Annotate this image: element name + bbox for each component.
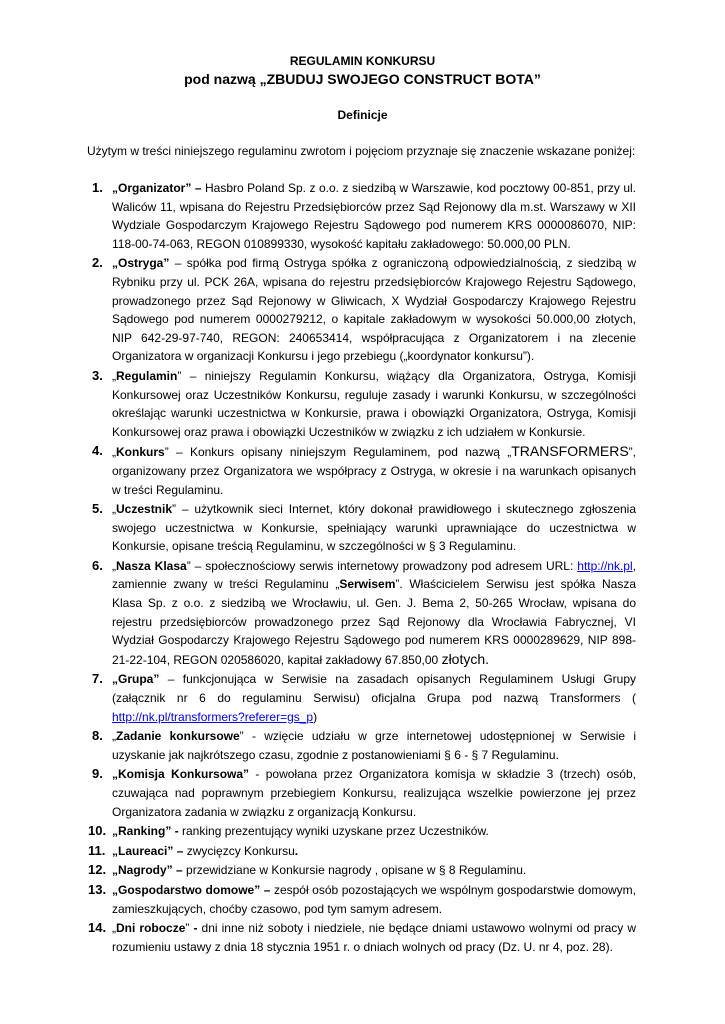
- item-prefix: „: [112, 729, 116, 744]
- item-text: ” – użytkownik sieci Internet, który dokonał prawidłowego i skutecznego zgłoszenia swojego uczestnictwa w Konkursie, spełniający warunki uprawniające do uczestnictwa w Konkursie, opisane treścią Regulaminu, w szczególności w § 3 Regulaminu.: [112, 502, 636, 554]
- item-text: przewidziane w Konkursie nagrody , opisane w § 8 Regulaminu.: [182, 863, 527, 878]
- item-number: 11.: [88, 842, 106, 858]
- item-text: ranking prezentujący wyniki uzyskane przez Uczestników.: [178, 824, 489, 839]
- definition-item: [88, 442, 636, 499]
- item-text-after: , zamiennie zwany w treści Regulaminu „: [112, 558, 636, 592]
- item-term: „Komisja Konkursowa”: [112, 767, 250, 782]
- item-term-secondary: Serwisem: [339, 577, 396, 592]
- item-number: 5.: [92, 501, 103, 517]
- definition-item: [88, 822, 636, 841]
- definition-item: [88, 919, 636, 956]
- item-term: „Ranking” -: [112, 824, 179, 839]
- transformers-group-link[interactable]: http://nk.pl/transformers?referer=gs_p: [112, 709, 314, 724]
- item-text: ”: [185, 921, 194, 936]
- item-text: ” – społecznościowy serwis internetowy prowadzony pod adresem URL:: [186, 558, 578, 573]
- document-title: REGULAMIN KONKURSU: [289, 54, 436, 68]
- item-term: „Organizator” –: [112, 181, 202, 195]
- item-number: 1.: [92, 180, 103, 195]
- item-prefix: „: [112, 921, 116, 936]
- definition-item: [88, 881, 636, 918]
- document-subtitle: pod nazwą „ZBUDUJ SWOJEGO CONSTRUCT BOTA”: [184, 71, 541, 87]
- item-term: „Ostryga”: [112, 256, 170, 271]
- definition-item: [88, 727, 636, 764]
- item-prefix: „: [112, 558, 116, 573]
- item-text-after-2: ”. Właścicielem Serwisu jest spółka Nasza Klasa Sp. z o.o. z siedzibą we Wrocławiu, ul. Gen. J. Bema 2, 50-265 Wrocław, wpisana do rejestru przedsiębiorców prowadzonego przez Sąd Rejonowy dla Wrocławia Fabrycznej, VI Wydział Gospodarczy Krajowego Rejestru Sądowego pod numerem KRS 0000289629, NIP 898-21-22-104, REGON 020586020, kapitał zakładowy 67.850,00: [112, 577, 637, 667]
- item-term: Nasza Klasa: [116, 558, 187, 573]
- item-text: Hasbro Poland Sp. z o.o. z siedzibą w Warszawie, kod pocztowy 00-851, przy ul. Waliców 11, wpisana do Rejestru Przedsiębiorców przez Sąd Rejonowy dla m.st. Warszawy w XII Wydziale Gospodarczym Krajowego Rejestru Sądowego pod numerem KRS 0000086070, NIP: 118-00-74-063, REGON 010899330, wysokość kapitału zakładowego: 50.000,00 PLN.: [112, 181, 636, 251]
- definition-item: [88, 500, 636, 556]
- item-number: 8.: [92, 728, 103, 744]
- definition-item: [88, 842, 636, 861]
- contest-name: TRANSFORMERS: [511, 443, 629, 460]
- item-text-after: ): [313, 709, 318, 724]
- item-term-end: -: [193, 921, 198, 936]
- item-text-after: dni inne niż soboty i niedziele, nie będące dniami ustawowo wolnymi od pracy w rozumieniu ustawy z dnia 18 stycznia 1951 r. o dniach wolnych od pracy (Dz. U. nr 4, poz. 28).: [112, 921, 636, 954]
- intro-paragraph: Użytym w treści niniejszego regulaminu zwrotom i pojęciom przyznaje się znaczenie wskazane poniżej:: [87, 144, 636, 158]
- item-term: „Nagrody” –: [112, 863, 183, 878]
- definition-item: [88, 765, 636, 821]
- item-text: zwycięzcy Konkursu: [183, 843, 295, 858]
- item-number: 7.: [92, 671, 103, 687]
- item-number: 12.: [88, 862, 107, 878]
- item-number: 3.: [92, 367, 103, 383]
- item-number: 14.: [88, 920, 107, 936]
- definition-item: [88, 367, 636, 441]
- item-text: – funkcjonująca w Serwisie na zasadach opisanych Regulaminem Usługi Grupy (załącznik nr 6 do regulaminu Serwisu) oficjalna Grupa pod nazwą Transformers (: [112, 672, 636, 706]
- item-prefix: „: [112, 502, 116, 517]
- item-term: „Grupa”: [112, 672, 160, 687]
- definition-item: [88, 557, 636, 670]
- item-prefix: „: [112, 445, 116, 460]
- item-text: ” – niniejszy Regulamin Konkursu, wiążący dla Organizatora, Ostryga, Komisji Konkursowej oraz Uczestników Konkursu, reguluje zasady i warunki Konkursu, w szczególności określając warunki uczestnictwa w Konkursie, prawa i obowiązki Organizatora, Ostryga, Komisji Konkursowej oraz prawa i obowiązki Uczestników w związku z ich udziałem w Konkursie.: [112, 368, 636, 439]
- item-text: ” - wzięcie udziału w grze internetowej udostępnionej w Serwisie i uzyskanie jak najkrótszego czasu, zgodnie z postanowieniami § 6 - § 7 Regulaminu.: [112, 729, 637, 762]
- item-text-after: ”, organizowany przez Organizatora we współpracy z Ostryga, w okresie i na warunkach opisanych w treści Regulaminu.: [112, 445, 636, 497]
- item-text: zespół osób pozostających we wspólnym gospodarstwie domowym, zamieszkujących, choćby czasowo, pod tym samym adresem.: [112, 882, 637, 916]
- definition-item: [88, 254, 636, 366]
- item-number: 13.: [88, 881, 107, 897]
- definition-item: [88, 670, 636, 726]
- definition-item: [88, 861, 636, 880]
- definitions-list: [88, 179, 636, 957]
- nk-link[interactable]: http://nk.pl: [577, 558, 633, 573]
- item-number: 2.: [92, 255, 103, 271]
- item-term: Zadanie konkursowe: [116, 729, 240, 744]
- item-text-currency: złotych.: [441, 650, 490, 667]
- definition-item: [88, 179, 636, 253]
- section-heading: Definicje: [337, 108, 388, 122]
- item-number: 10.: [88, 823, 107, 839]
- item-number: 4.: [92, 443, 103, 459]
- item-text: - powołana przez Organizatora komisja w składzie 3 (trzech) osób, czuwająca nad poprawnym przebiegiem Konkursu, realizująca wszelkie powierzone jej przez Organizatora zadania w związku z organizacją Konkursu.: [112, 767, 636, 819]
- item-term-end: .: [294, 843, 299, 858]
- item-term: Dni robocze: [116, 921, 186, 936]
- item-term: „Laureaci” –: [112, 843, 184, 858]
- item-term: Konkurs: [116, 445, 165, 460]
- item-term: Uczestnik: [116, 502, 173, 517]
- item-text: ” – Konkurs opisany niniejszym Regulaminem, pod nazwą „: [164, 445, 512, 460]
- item-term: „Gospodarstwo domowe” –: [112, 882, 271, 897]
- item-term: Regulamin: [116, 368, 178, 383]
- item-text: – spółka pod firmą Ostryga spółka z ograniczoną odpowiedzialnością, z siedzibą w Rybniku przy ul. PCK 26A, wpisana do rejestru przedsiębiorców Krajowego Rejestru Sądowego, prowadzonego przez Sąd Rejonowy w Gliwicach, X Wydział Gospodarczy Krajowego Rejestru Sądowego pod numerem 0000279212, o kapitale zakładowym w wysokości 50.000,00 złotych, NIP 642-29-97-740, REGON: 240653414, współpracująca z Organizatorem i na zlecenie Organizatora w organizacji Konkursu i jego przebiegu („koordynator konkursu”).: [112, 256, 636, 364]
- item-prefix: „: [112, 368, 116, 383]
- item-number: 6.: [92, 557, 103, 573]
- item-number: 9.: [92, 766, 103, 782]
